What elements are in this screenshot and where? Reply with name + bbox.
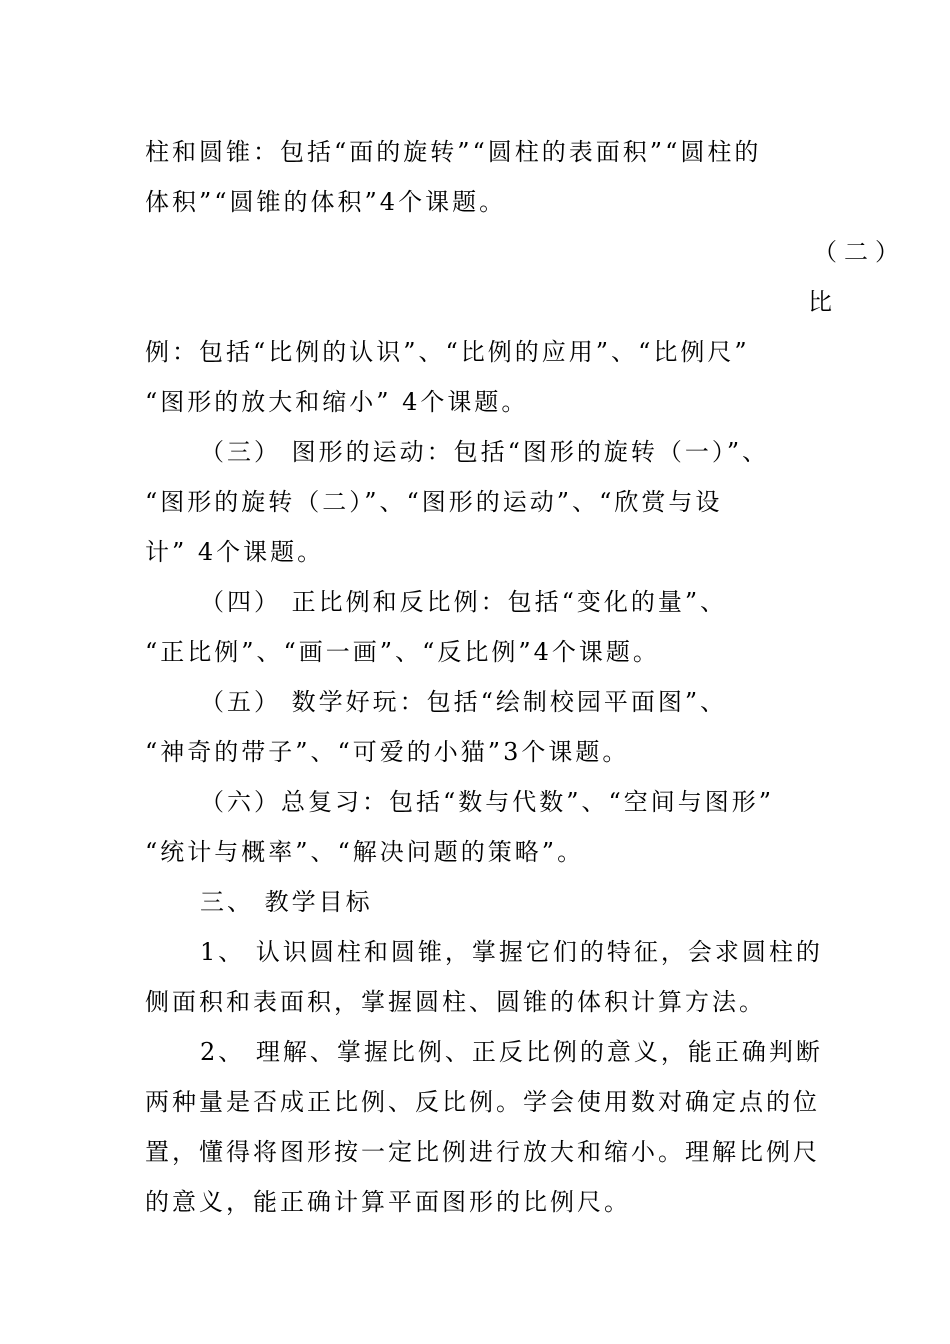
text-line: 的意义，能正确计算平面图形的比例尺。 bbox=[145, 1188, 631, 1216]
text-line: 体积”“圆锥的体积”4个课题。 bbox=[145, 188, 507, 216]
text-line: 例：包括“比例的认识”、“比例的应用”、“比例尺” bbox=[145, 338, 750, 366]
text-line: “正比例”、“画一画”、“反比例”4个课题。 bbox=[145, 638, 660, 666]
text-line: “图形的放大和缩小” 4个课题。 bbox=[145, 388, 529, 416]
text-line: “神奇的带子”、“可爱的小猫”3个课题。 bbox=[145, 738, 630, 766]
section-heading-4: （四） 正比例和反比例：包括“变化的量”、 bbox=[200, 588, 728, 616]
text-line: 比 bbox=[808, 288, 835, 316]
text-line: “统计与概率”、“解决问题的策略”。 bbox=[145, 838, 585, 866]
text-line: 两种量是否成正比例、反比例。学会使用数对确定点的位 bbox=[145, 1088, 820, 1116]
section-title-teaching-goals: 三、 教学目标 bbox=[200, 888, 373, 916]
goal-item-1: 1、 认识圆柱和圆锥，掌握它们的特征，会求圆柱的 bbox=[200, 938, 823, 966]
text-line: 计” 4个课题。 bbox=[145, 538, 325, 566]
text-line: “图形的旋转（二）”、“图形的运动”、“欣赏与设 bbox=[145, 488, 723, 516]
text-line: 置，懂得将图形按一定比例进行放大和缩小。理解比例尺 bbox=[145, 1138, 820, 1166]
section-heading-6: （六）总复习：包括“数与代数”、“空间与图形” bbox=[200, 788, 775, 816]
section-heading-3: （三） 图形的运动：包括“图形的旋转（一）”、 bbox=[200, 438, 770, 466]
text-line: 柱和圆锥：包括“面的旋转”“圆柱的表面积”“圆柱的 bbox=[145, 138, 762, 166]
text-line: 侧面积和表面积，掌握圆柱、圆锥的体积计算方法。 bbox=[145, 988, 766, 1016]
section-heading-5: （五） 数学好玩：包括“绘制校园平面图”、 bbox=[200, 688, 728, 716]
goal-item-2: 2、 理解、掌握比例、正反比例的意义，能正确判断 bbox=[200, 1038, 823, 1066]
section-heading-2-number: （二） bbox=[813, 238, 906, 266]
